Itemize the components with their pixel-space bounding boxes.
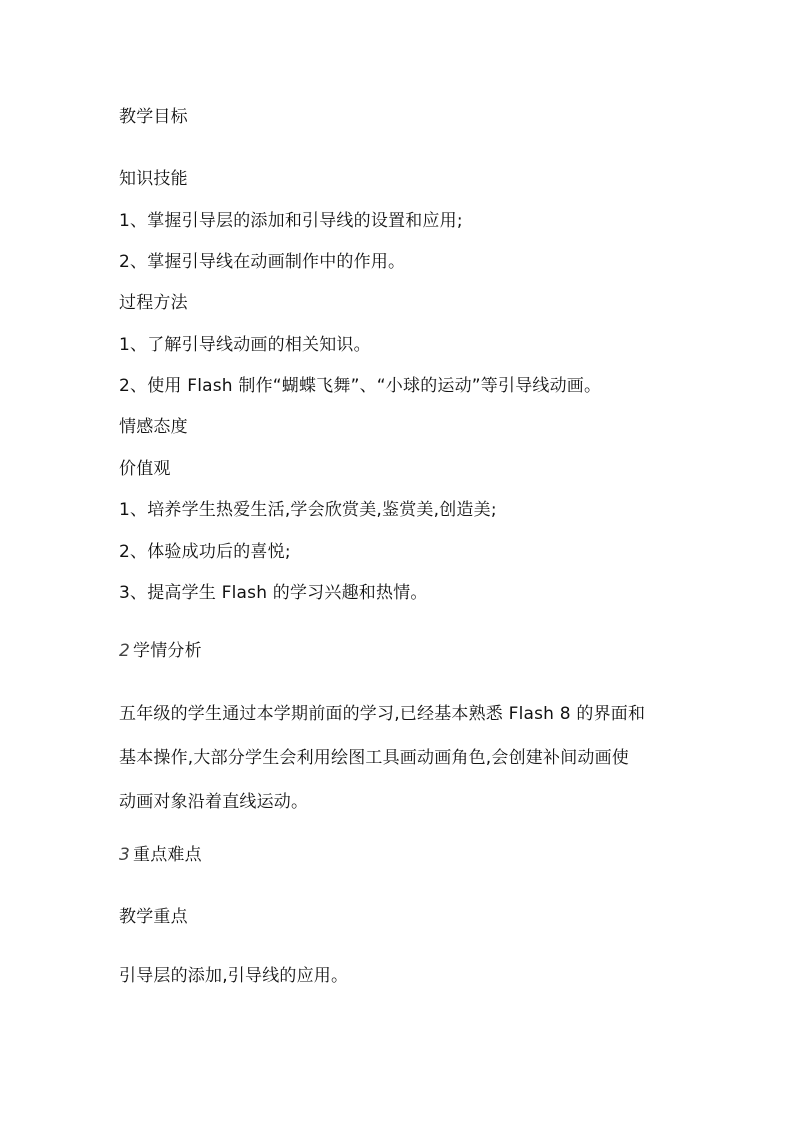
section-3-title: 重点难点 xyxy=(133,845,202,865)
values-item-3: 3、提高学生 Flash 的学习兴趣和热情。 xyxy=(119,583,428,603)
analysis-line-3: 动画对象沿着直线运动。 xyxy=(119,792,309,812)
section-2-heading xyxy=(119,640,202,662)
analysis-line-2: 基本操作,大部分学生会利用绘图工具画动画角色,会创建补间动画使 xyxy=(119,748,630,768)
section-3-heading xyxy=(119,844,202,866)
process-item-2: 2、使用 Flash 制作“蝴蝶飞舞”、“小球的运动”等引导线动画。 xyxy=(119,376,602,396)
section-2-title: 学情分析 xyxy=(133,641,202,661)
values-item-1: 1、培养学生热爱生活,学会欣赏美,鉴赏美,创造美; xyxy=(119,500,497,520)
knowledge-item-2: 2、掌握引导线在动画制作中的作用。 xyxy=(119,252,406,272)
section-2-number: 2 xyxy=(119,641,131,661)
values-item-2: 2、体验成功后的喜悦; xyxy=(119,542,291,562)
analysis-line-1: 五年级的学生通过本学期前面的学习,已经基本熟悉 Flash 8 的界面和 xyxy=(119,704,646,724)
section-3-number: 3 xyxy=(119,845,131,865)
analysis-paragraph xyxy=(119,692,679,824)
heading-objectives: 教学目标 xyxy=(119,107,188,127)
key-points-text: 引导层的添加,引导线的应用。 xyxy=(119,966,349,986)
key-points-title: 教学重点 xyxy=(119,907,188,927)
knowledge-item-1: 1、掌握引导层的添加和引导线的设置和应用; xyxy=(119,211,463,231)
values-title: 价值观 xyxy=(119,459,171,479)
emotion-title: 情感态度 xyxy=(119,417,188,437)
knowledge-title: 知识技能 xyxy=(119,169,188,189)
process-title: 过程方法 xyxy=(119,293,188,313)
process-item-1: 1、了解引导线动画的相关知识。 xyxy=(119,335,371,355)
